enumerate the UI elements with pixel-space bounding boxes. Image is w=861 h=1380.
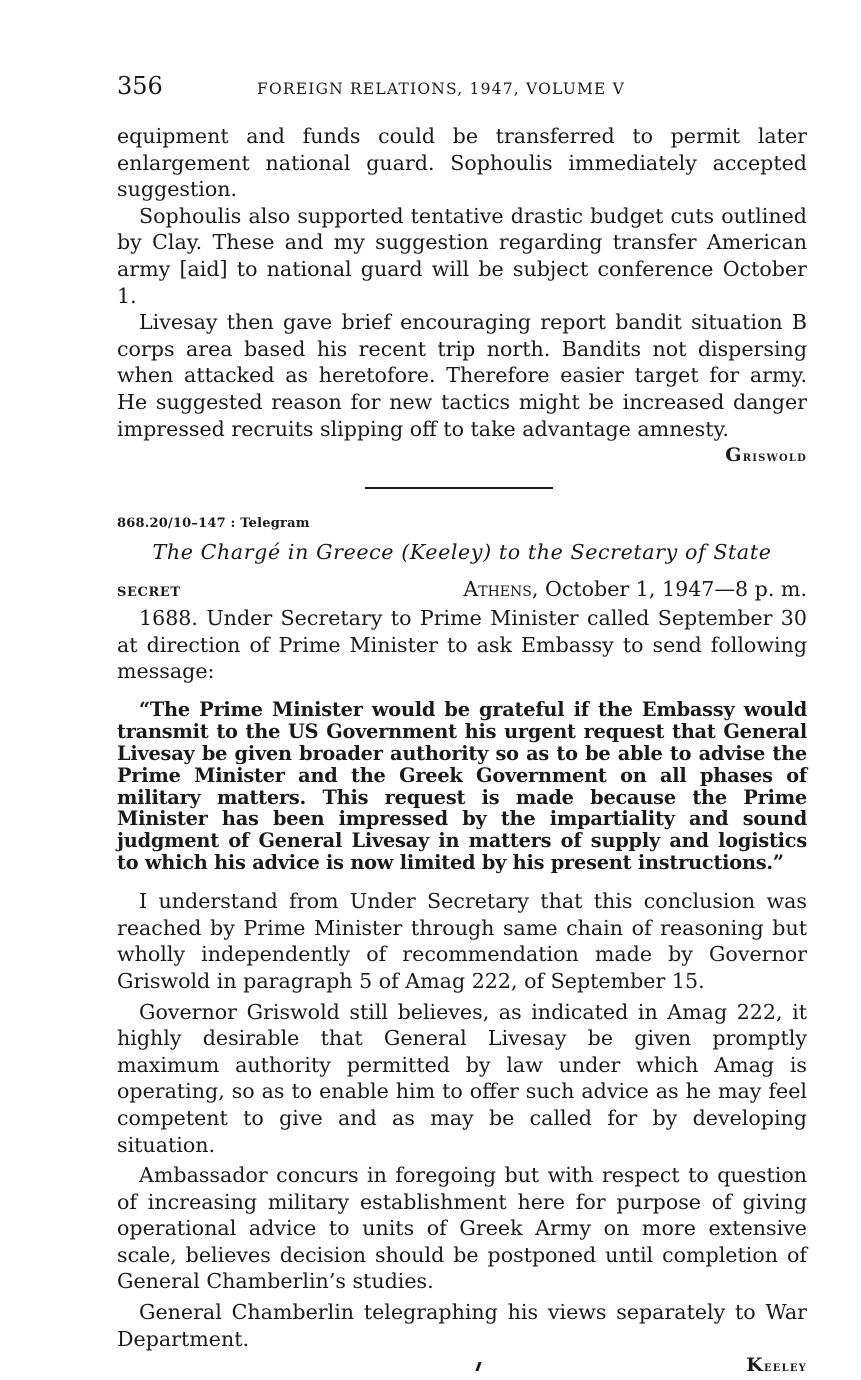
signature-griswold: Griswold	[725, 444, 807, 467]
body-paragraph: I understand from Under Secretary that this conclusion was reached by Prime Minister through same chain of reasoning but wholly independently of recommendation made by Governor Griswold in paragraph 5 of Amag 222, of September 15.	[117, 889, 807, 993]
body-paragraph: General Chamberlin telegraphing his views separately to War Department.	[117, 1300, 807, 1351]
dateline-date: , October 1, 1947—8 p. m.	[531, 577, 807, 602]
section-divider	[365, 487, 553, 489]
document-page	[117, 72, 807, 1376]
quoted-message: “The Prime Minister would be grateful if the Embassy would transmit to the US Government his urgent request that General Livesay be given broader authority so as to be able to advise the Prime Minister and the Greek Government on all phases of military matters. This request is made because the Prime Minister has been impressed by the impartiality and sound judgment of General Livesay in matters of supply and logistics to which his advice is now limited by his present instructions.”	[117, 697, 807, 875]
signature-keeley: Keeley	[746, 1354, 807, 1377]
file-reference: 868.20/10–147 : Telegram	[117, 516, 310, 532]
continuation-paragraph: equipment and funds could be transferred to permit later enlargement national guard. Sophoulis immediately accepted suggestion.	[117, 124, 807, 202]
document-title: The Chargé in Greece (Keeley) to the Secretary of State	[152, 540, 772, 565]
body-paragraph: Governor Griswold still believes, as indicated in Amag 222, it highly desirable that General Livesay be given promptly maximum authority permitted by law under which Amag is operating, so as to enable him to offer such advice as he may feel competent to give and as may be called for by developing situation.	[117, 999, 807, 1157]
page-number: 356	[117, 72, 163, 100]
running-title: FOREIGN RELATIONS, 1947, VOLUME V	[257, 80, 626, 98]
running-head	[117, 72, 807, 114]
dateline	[463, 577, 807, 601]
classification-label: SECRET	[117, 585, 181, 601]
dateline-row	[117, 577, 807, 601]
dateline-place: Athens	[463, 577, 532, 602]
continuation-paragraph: Livesay then gave brief encouraging report bandit situation B corps area based his recent trip north. Bandits not dispersing when attacked as heretofore. Therefore easier target for army. He suggested reason for new tactics might be increased danger impressed recruits slipping off to take advantage amnesty.	[117, 310, 807, 441]
continuation-paragraph: Sophoulis also supported tentative drastic budget cuts outlined by Clay. These and my suggestion regarding transfer American army [aid] to national guard will be subject conference October 1.	[117, 203, 807, 308]
body-paragraph: Ambassador concurs in foregoing but with respect to question of increasing military establishment here for purpose of giving operational advice to units of Greek Army on more extensive scale, believes decision should be postponed until completion of General Chamberlin’s studies.	[117, 1163, 807, 1294]
opening-paragraph: 1688. Under Secretary to Prime Minister called September 30 at direction of Prime Minister to ask Embassy to send following message:	[117, 606, 807, 684]
